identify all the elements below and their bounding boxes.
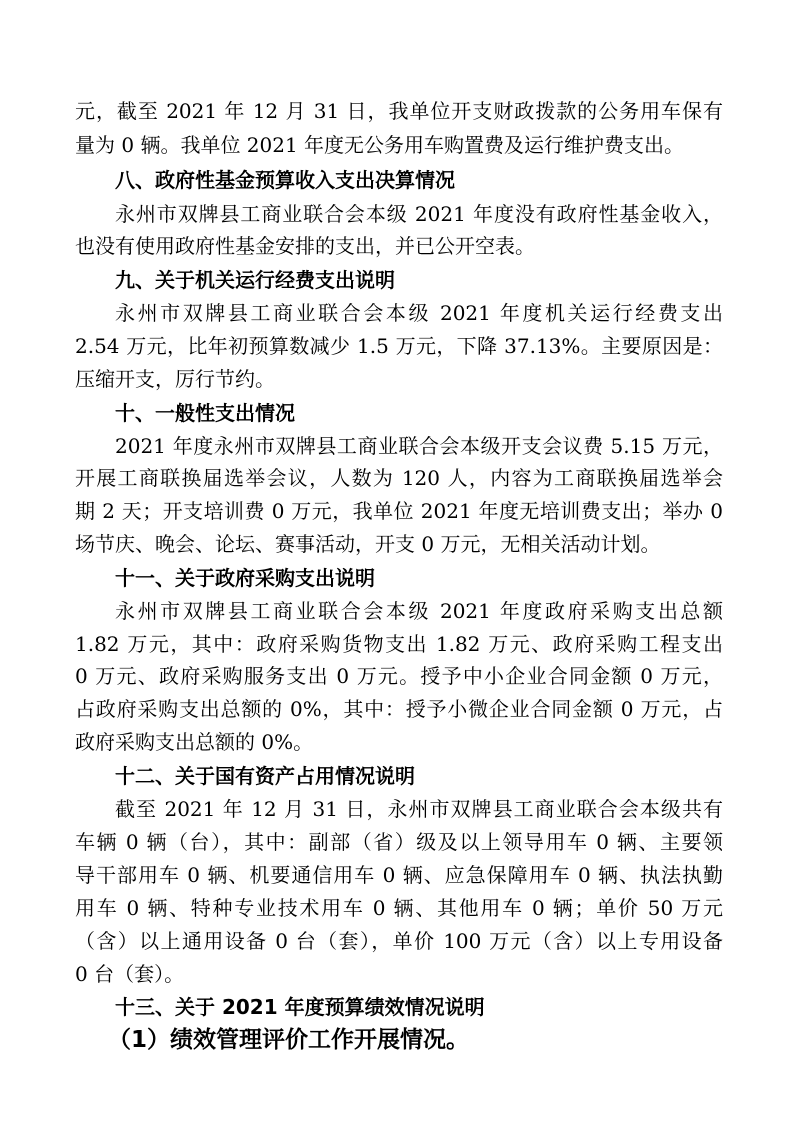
paragraph-line: 元，截至 2021 年 12 月 31 日，我单位开支财政拨款的公务用车保有 xyxy=(75,99,723,123)
paragraph-line: 用车 0 辆、特种专业技术用车 0 辆、其他用车 0 辆；单价 50 万元 xyxy=(75,896,723,920)
section-heading-12: 十二、关于国有资产占用情况说明 xyxy=(115,764,415,788)
subsection-heading-13-1: （1）绩效管理评价工作开展情况。 xyxy=(108,1027,470,1053)
paragraph-line: 也没有使用政府性基金安排的支出，并已公开空表。 xyxy=(75,234,535,258)
paragraph-line: 永州市双牌县工商业联合会本级 2021 年度政府采购支出总额 xyxy=(115,599,723,623)
paragraph-line: 2021 年度永州市双牌县工商业联合会本级开支会议费 5.15 万元， xyxy=(115,434,723,458)
paragraph-line: 0 万元、政府采购服务支出 0 万元。授予中小企业合同金额 0 万元， xyxy=(75,664,723,688)
paragraph-line: 0 台（套）。 xyxy=(75,962,185,986)
paragraph-line: 永州市双牌县工商业联合会本级 2021 年度没有政府性基金收入， xyxy=(115,202,723,226)
paragraph-line: 期 2 天；开支培训费 0 万元，我单位 2021 年度无培训费支出；举办 0 xyxy=(75,499,723,523)
paragraph-line: 量为 0 辆。我单位 2021 年度无公务用车购置费及运行维护费支出。 xyxy=(75,133,685,157)
paragraph-line: 政府采购支出总额的 0%。 xyxy=(75,730,314,754)
section-heading-13: 十三、关于 2021 年度预算绩效情况说明 xyxy=(115,995,485,1019)
paragraph-line: 开展工商联换届选举会议，人数为 120 人，内容为工商联换届选举会 xyxy=(75,466,723,490)
paragraph-line: 截至 2021 年 12 月 31 日，永州市双牌县工商业联合会本级共有 xyxy=(115,797,723,821)
paragraph-line: （含）以上通用设备 0 台（套），单价 100 万元（含）以上专用设备 xyxy=(75,929,723,953)
paragraph-line: 车辆 0 辆（台），其中：副部（省）级及以上领导用车 0 辆、主要领 xyxy=(75,830,723,854)
paragraph-line: 1.82 万元，其中：政府采购货物支出 1.82 万元、政府采购工程支出 xyxy=(75,632,723,656)
paragraph-line: 永州市双牌县工商业联合会本级 2021 年度机关运行经费支出 xyxy=(115,301,723,325)
section-heading-10: 十、一般性支出情况 xyxy=(115,401,295,425)
paragraph-line: 场节庆、晚会、论坛、赛事活动，开支 0 万元，无相关活动计划。 xyxy=(75,532,661,556)
section-heading-9: 九、关于机关运行经费支出说明 xyxy=(115,268,395,292)
paragraph-line: 导干部用车 0 辆、机要通信用车 0 辆、应急保障用车 0 辆、执法执勤 xyxy=(75,863,723,887)
paragraph-line: 2.54 万元，比年初预算数减少 1.5 万元，下降 37.13%。主要原因是： xyxy=(75,334,723,358)
section-heading-11: 十一、关于政府采购支出说明 xyxy=(115,566,375,590)
section-heading-8: 八、政府性基金预算收入支出决算情况 xyxy=(115,168,455,192)
paragraph-line: 占政府采购支出总额的 0%，其中：授予小微企业合同金额 0 万元，占 xyxy=(75,697,723,721)
paragraph-line: 压缩开支，厉行节约。 xyxy=(75,367,275,391)
